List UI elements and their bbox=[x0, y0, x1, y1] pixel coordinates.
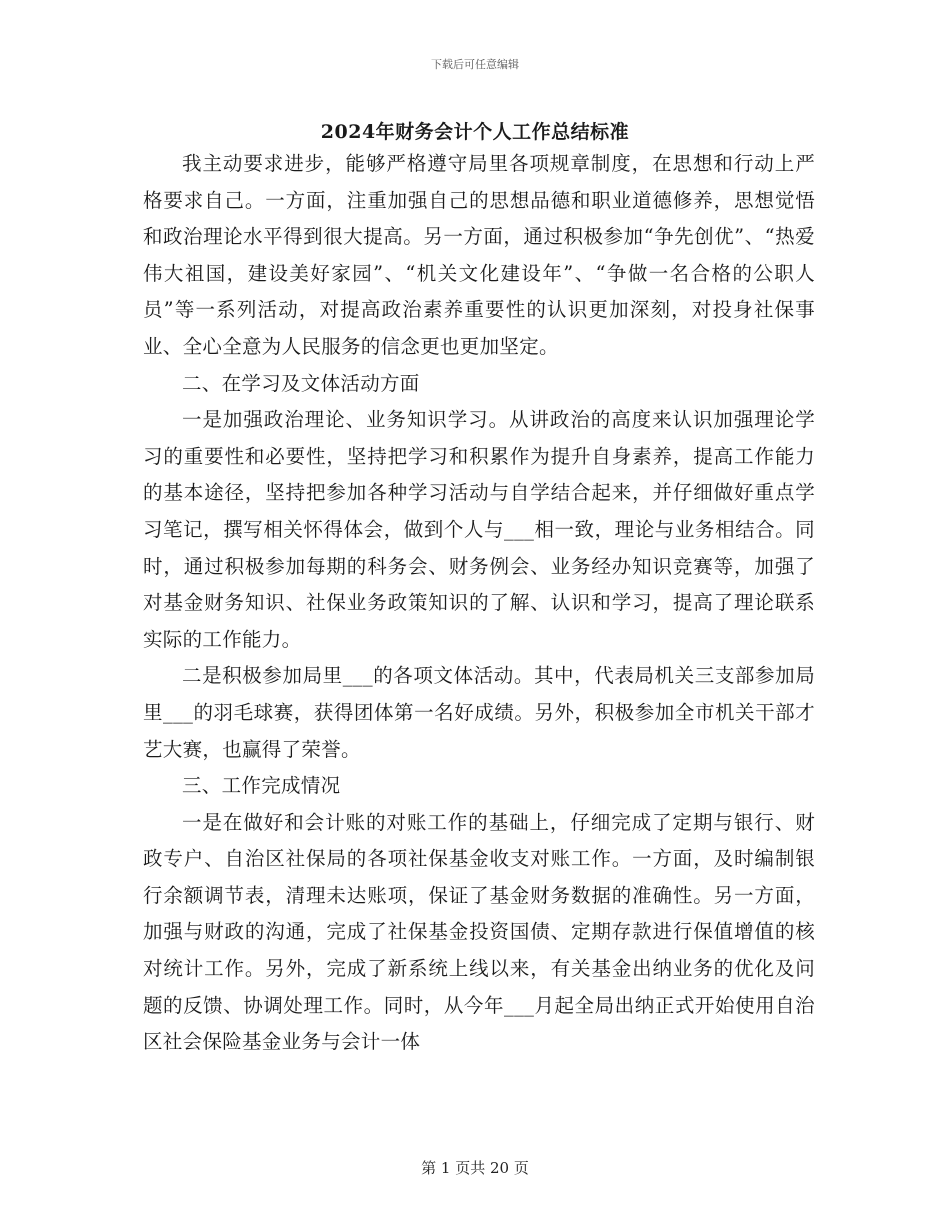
page-footer: 第 1 页共 20 页 bbox=[421, 1159, 529, 1177]
paragraph: 二是积极参加局里___的各项文体活动。其中，代表局机关三支部参加局里___的羽毛球赛，获得团体第一名好成绩。另外，积极参加全市机关干部才艺大赛，也赢得了荣誉。 bbox=[143, 664, 815, 761]
document-title: 2024年财务会计个人工作总结标准 bbox=[320, 121, 630, 143]
document-body bbox=[143, 146, 815, 1061]
header-note: 下载后可任意编辑 bbox=[431, 58, 519, 71]
section-heading: 三、工作完成情况 bbox=[182, 774, 341, 798]
section-heading: 二、在学习及文体活动方面 bbox=[182, 371, 420, 395]
paragraph: 一是在做好和会计账的对账工作的基础上，仔细完成了定期与银行、财政专户、自治区社保局的各项社保基金收支对账工作。一方面，及时编制银行余额调节表，清理未达账项，保证了基金财务数据的准确性。另一方面，加强与财政的沟通，完成了社保基金投资国债、定期存款进行保值增值的核对统计工作。另外，完成了新系统上线以来，有关基金出纳业务的优化及问题的反馈、协调处理工作。同时，从今年___月起全局出纳正式开始使用自治区社会保险基金业务与会计一体 bbox=[143, 810, 815, 1054]
paragraph: 一是加强政治理论、业务知识学习。从讲政治的高度来认识加强理论学习的重要性和必要性，坚持把学习和积累作为提升自身素养，提高工作能力的基本途径，坚持把参加各种学习活动与自学结合起来，并仔细做好重点学习笔记，撰写相关怀得体会，做到个人与___相一致，理论与业务相结合。同时，通过积极参加每期的科务会、财务例会、业务经办知识竞赛等，加强了对基金财务知识、社保业务政策知识的了解、认识和学习，提高了理论联系实际的工作能力。 bbox=[143, 408, 815, 651]
paragraph: 我主动要求进步，能够严格遵守局里各项规章制度，在思想和行动上严格要求自己。一方面，注重加强自己的思想品德和职业道德修养，思想觉悟和政治理论水平得到很大提高。另一方面，通过积极参加“争先创优”、“热爱伟大祖国，建设美好家园”、“机关文化建设年”、“争做一名合格的公职人员”等一系列活动，对提高政治素养重要性的认识更加深刻，对投身社保事业、全心全意为人民服务的信念更也更加坚定。 bbox=[143, 152, 815, 358]
